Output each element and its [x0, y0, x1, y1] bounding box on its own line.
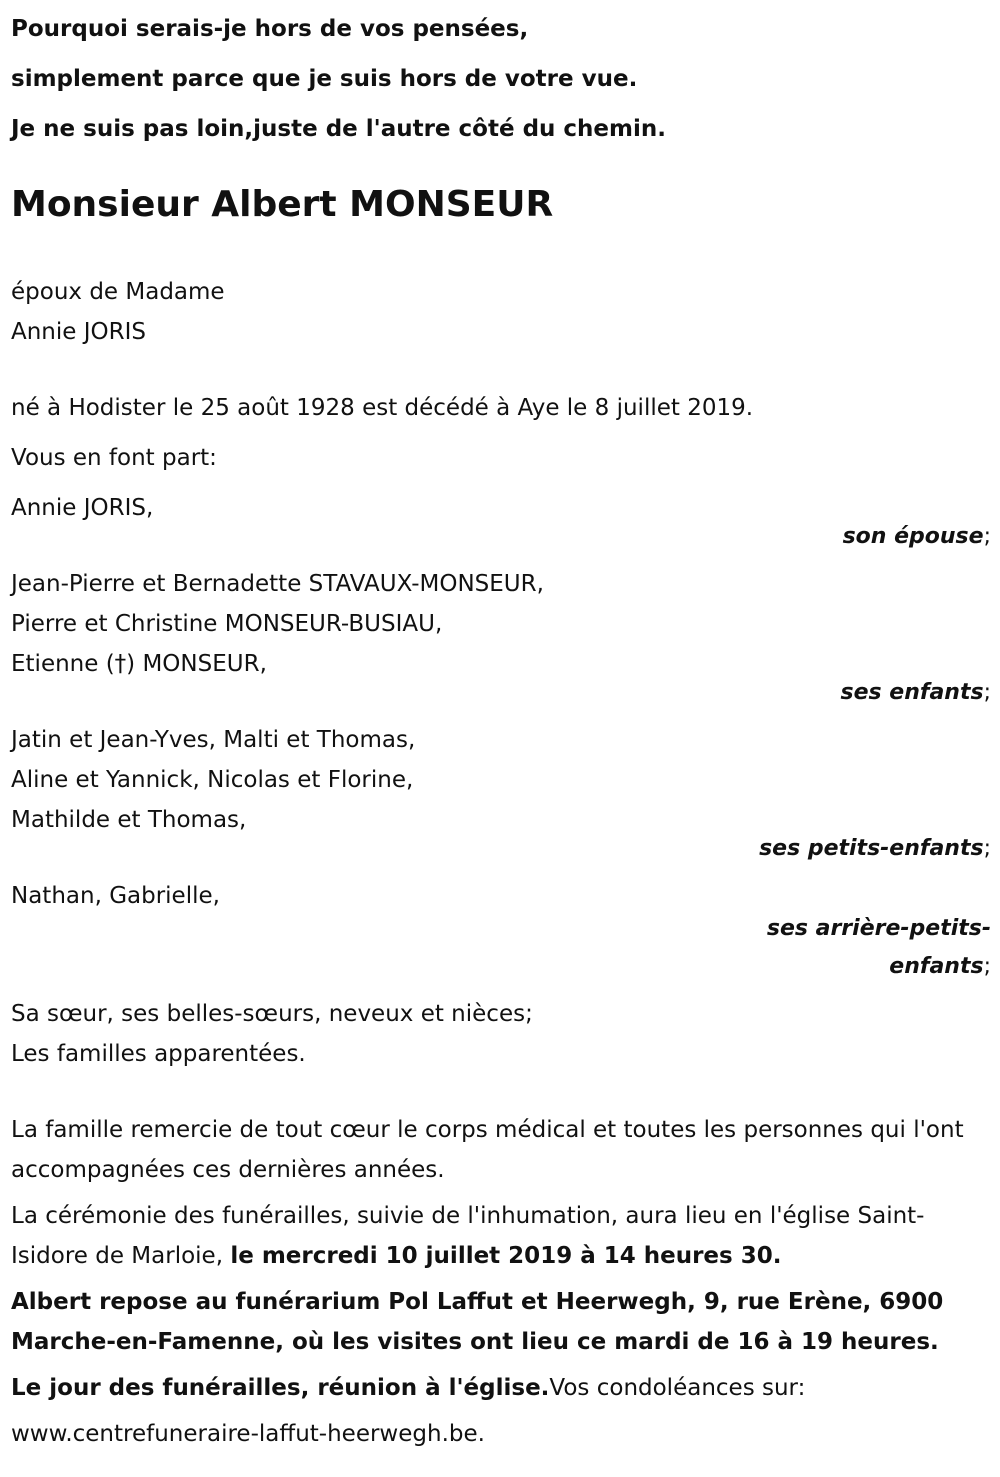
- poem-line: Je ne suis pas loin,juste de l'autre côté du chemin.: [11, 116, 666, 142]
- spouse-line: Annie JORIS: [11, 319, 146, 345]
- relation-text: son épouse: [842, 524, 984, 549]
- ceremony-paragraph: [11, 1196, 991, 1276]
- family-name: Nathan, Gabrielle,: [11, 883, 220, 909]
- extended-family: [11, 994, 991, 1074]
- announce-label: Vous en font part:: [11, 445, 217, 471]
- ceremony-text: La cérémonie des funérailles, suivie de l'inhumation, aura lieu en l'église Saint-Isidore de Marloie,: [11, 1203, 925, 1269]
- relation-separator: ;: [983, 680, 991, 705]
- poem-line: Pourquoi serais-je hors de vos pensées,: [11, 16, 529, 42]
- poem: [11, 0, 991, 154]
- relation-text: ses enfants: [840, 680, 984, 705]
- obituary-notice: [11, 0, 991, 1454]
- poem-line: simplement parce que je suis hors de votre vue.: [11, 66, 638, 92]
- birth-death-info: né à Hodister le 25 août 1928 est décédé à Aye le 8 juillet 2019.: [11, 395, 754, 421]
- family-name: Etienne (†) MONSEUR,: [11, 651, 267, 677]
- family-group-grandchildren: [11, 720, 991, 866]
- reunion-text: Le jour des funérailles, réunion à l'église.: [11, 1375, 550, 1401]
- spouse-line: époux de Madame: [11, 279, 225, 305]
- relation-text-line2: enfants: [889, 954, 984, 979]
- family-name: Jatin et Jean-Yves, Malti et Thomas,: [11, 727, 416, 753]
- family-group-children: [11, 564, 991, 710]
- family-name: Aline et Yannick, Nicolas et Florine,: [11, 767, 414, 793]
- family-group-spouse: [11, 488, 991, 554]
- relation-label: [11, 910, 991, 986]
- condolences-paragraph: [11, 1368, 991, 1408]
- extended-family-line: Les familles apparentées.: [11, 1041, 306, 1067]
- relation-text-line1: ses arrière-petits-: [766, 916, 991, 941]
- spouse-info: [11, 272, 991, 352]
- website-link[interactable]: www.centrefuneraire-laffut-heerwegh.be.: [11, 1421, 485, 1447]
- ceremony-date: le mercredi 10 juillet 2019 à 14 heures 30.: [230, 1243, 782, 1269]
- repose-text: Albert repose au funérarium Pol Laffut et Heerwegh, 9, rue Erène, 6900 Marche-en-Famenne, où les visites ont lieu ce mardi de 16 à 19 heures.: [11, 1289, 944, 1355]
- repose-paragraph: [11, 1282, 991, 1362]
- relation-separator: ;: [983, 954, 991, 979]
- family-name: Annie JORIS,: [11, 495, 154, 521]
- deceased-name: Monsieur Albert MONSEUR: [11, 184, 554, 225]
- family-group-great-grandchildren: [11, 876, 991, 986]
- family-name: Mathilde et Thomas,: [11, 807, 247, 833]
- family-name: Pierre et Christine MONSEUR-BUSIAU,: [11, 611, 443, 637]
- relation-text: ses petits-enfants: [759, 836, 984, 861]
- family-name: Jean-Pierre et Bernadette STAVAUX-MONSEUR,: [11, 571, 544, 597]
- relation-label: [11, 520, 991, 554]
- relation-separator: ;: [983, 524, 991, 549]
- condolences-text: Vos condoléances sur:: [549, 1375, 806, 1401]
- relation-separator: ;: [983, 836, 991, 861]
- extended-family-line: Sa sœur, ses belles-sœurs, neveux et nièces;: [11, 1001, 533, 1027]
- thanks-paragraph: La famille remercie de tout cœur le corps médical et toutes les personnes qui l'ont accompagnées ces dernières années.: [11, 1117, 964, 1183]
